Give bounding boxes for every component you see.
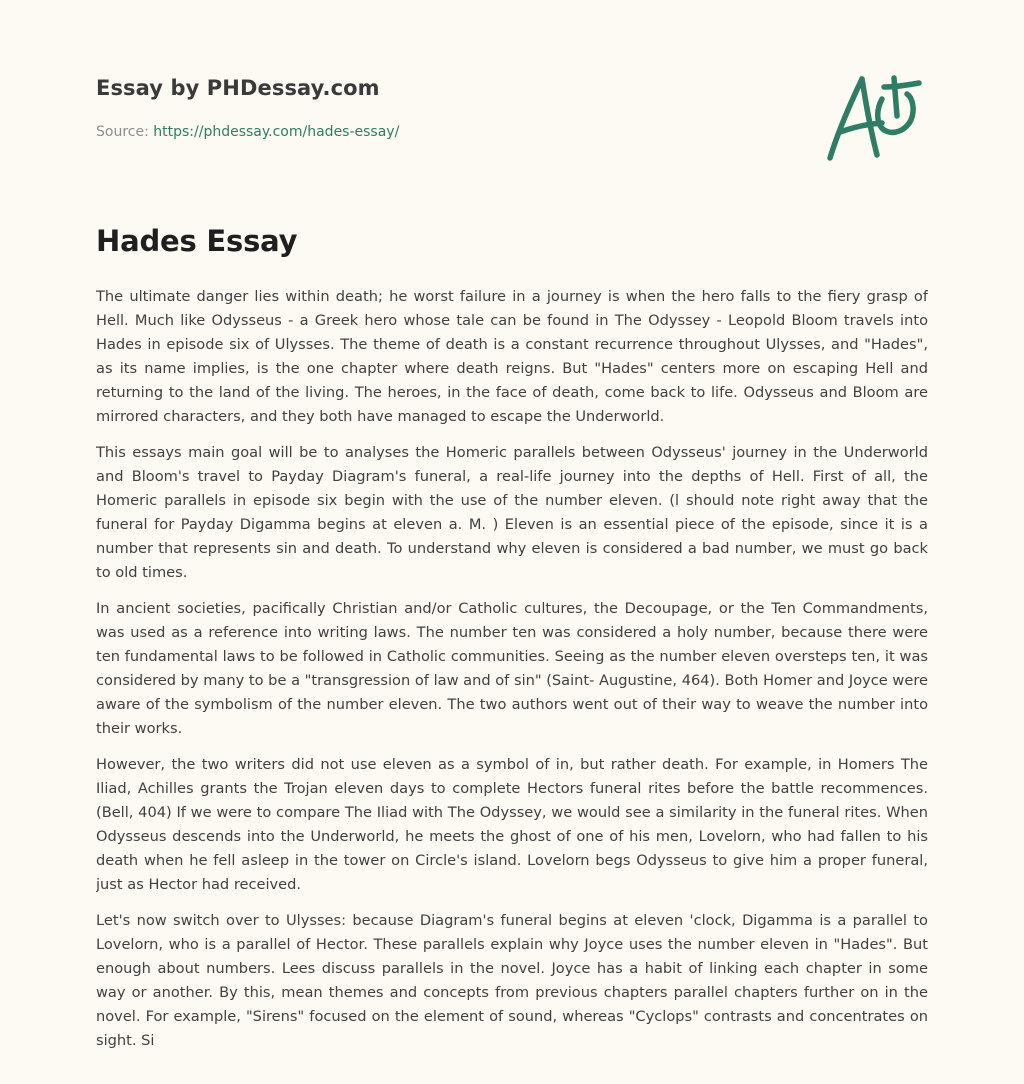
essay-title: Hades Essay [96,224,298,258]
essay-page [96,0,928,1084]
essay-paragraph: The ultimate danger lies within death; he worst failure in a journey is when the hero falls to the fiery grasp of Hell. Much like Odysseus - a Greek hero whose tale can be found in The Odyssey - Leopold Bloom travels into Hades in episode six of Ulysses. The theme of death is a constant recurrence throughout Ulysses, and "Hades", as its name implies, is the one chapter where death reigns. But "Hades" centers more on escaping Hell and returning to the land of the living. The heroes, in the face of death, come back to life. Odysseus and Bloom are mirrored characters, and they both have managed to escape the Underworld. [96,288,928,425]
essay-paragraph: This essays main goal will be to analyses the Homeric parallels between Odysseus' journey in the Underworld and Bloom's travel to Payday Diagram's funeral, a real-life journey into the depths of Hell. First of all, the Homeric parallels in episode six begin with the use of the number eleven. (l should note right away that the funeral for Payday Digamma begins at eleven a. M. ) Eleven is an essential piece of the episode, since it is a number that represents sin and death. To understand why eleven is considered a bad number, we must go back to old times. [96,444,928,581]
essay-paragraph: In ancient societies, pacifically Christian and/or Catholic cultures, the Decoupage, or the Ten Commandments, was used as a reference into writing laws. The number ten was considered a holy number, because there were ten fundamental laws to be followed in Catholic communities. Seeing as the number eleven oversteps ten, it was considered by many to be a "transgression of law and of sin" (Saint- Augustine, 464). Both Homer and Joyce were aware of the symbolism of the number eleven. The two authors went out of their way to weave the number into their works. [96,600,928,737]
essay-paragraph: However, the two writers did not use eleven as a symbol of in, but rather death. For example, in Homers The Iliad, Achilles grants the Trojan eleven days to complete Hectors funeral rites before the battle recommences. (Bell, 404) If we were to compare The Iliad with The Odyssey, we would see a similarity in the funeral rites. When Odysseus descends into the Underworld, he meets the ghost of one of his men, Lovelorn, who had fallen to his death when he fell asleep in the tower on Circle's island. Lovelorn begs Odysseus to give him a proper funeral, just as Hector had received. [96,756,928,893]
essay-paragraph: Let's now switch over to Ulysses: because Diagram's funeral begins at eleven 'clock, Digamma is a parallel to Lovelorn, who is a parallel of Hector. These parallels explain why Joyce uses the number eleven in "Hades". But enough about numbers. Lees discuss parallels in the novel. Joyce has a habit of linking each chapter in some way or another. By this, mean themes and concepts from previous chapters parallel chapters further on in the novel. For example, "Sirens" focused on the element of sound, whereas "Cyclops" contrasts and concentrates on sight. Si [96,912,928,1049]
source-line [96,124,399,140]
site-brand: Essay by PHDessay.com [96,76,380,100]
a-plus-grade-icon [824,66,928,168]
source-label: Source: [96,124,154,140]
essay-body [96,285,928,1065]
source-link[interactable]: https://phdessay.com/hades-essay/ [153,124,400,140]
